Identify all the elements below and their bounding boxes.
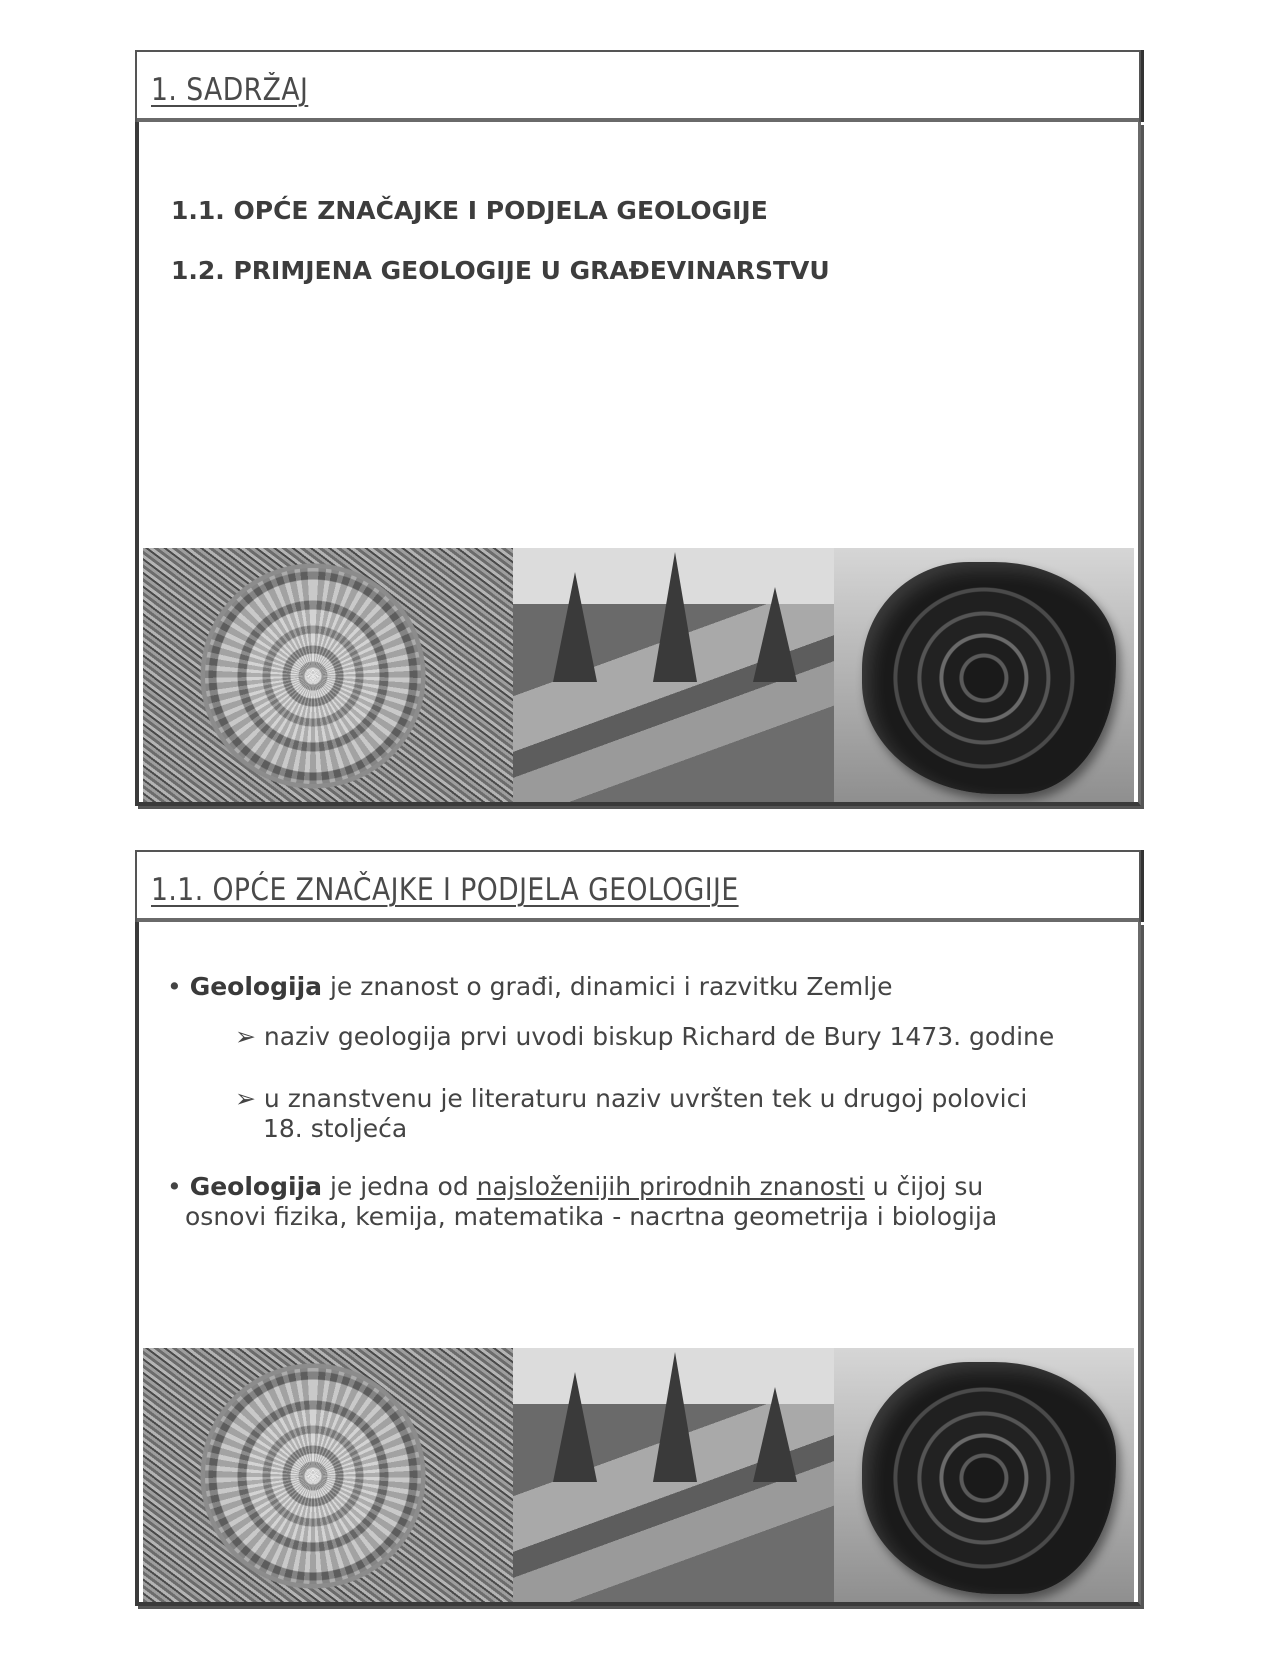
- photo-strip: [143, 1348, 1134, 1602]
- slide-body: [135, 922, 1141, 1606]
- slide-contents: [135, 50, 1141, 806]
- bullet-complexity: [167, 1172, 983, 1201]
- slide-body: [135, 122, 1141, 806]
- toc-item-1: 1.1. OPĆE ZNAČAJKE I PODJELA GEOLOGIJE: [171, 196, 768, 225]
- banded-mineral-photo: [834, 1348, 1134, 1602]
- bullet-term: Geologija: [189, 972, 323, 1001]
- toc-item-2: 1.2. PRIMJENA GEOLOGIJE U GRAĐEVINARSTVU: [171, 256, 830, 285]
- bullet-marker: •: [167, 972, 182, 1001]
- sub-bullet-literature-cont: 18. stoljeća: [263, 1114, 408, 1143]
- terraced-garden-photo: [513, 548, 835, 802]
- slide-general-features: [135, 850, 1141, 1606]
- slide-title: 1. SADRŽAJ: [151, 72, 309, 108]
- arrow-bullet-icon: ➢: [235, 1022, 256, 1051]
- banded-mineral-photo: [834, 548, 1134, 802]
- underlined-phrase: najsloženijih prirodnih znanosti: [476, 1172, 865, 1201]
- sub-bullet-origin: [235, 1022, 1054, 1051]
- bullet-text-end: u čijoj su: [864, 1172, 984, 1201]
- sub-bullet-literature: [235, 1084, 1027, 1113]
- ammonite-fossil-photo: [143, 1348, 513, 1602]
- bullet-marker: •: [167, 1172, 182, 1201]
- bullet-definition: [167, 972, 893, 1001]
- ammonite-fossil-photo: [143, 548, 513, 802]
- arrow-bullet-icon: ➢: [235, 1084, 256, 1113]
- slide-title-bar: [135, 850, 1141, 922]
- bullet-term: Geologija: [189, 1172, 323, 1201]
- bullet-text: je jedna od: [322, 1172, 477, 1201]
- slide-title-bar: [135, 50, 1141, 122]
- terraced-garden-photo: [513, 1348, 835, 1602]
- slide-title: 1.1. OPĆE ZNAČAJKE I PODJELA GEOLOGIJE: [151, 872, 739, 908]
- bullet-text: je znanost o građi, dinamici i razvitku Zemlje: [322, 972, 893, 1001]
- photo-strip: [143, 548, 1134, 802]
- bullet-complexity-cont: osnovi fizika, kemija, matematika - nacrtna geometrija i biologija: [185, 1202, 998, 1231]
- sub-bullet-text: naziv geologija prvi uvodi biskup Richard de Bury 1473. godine: [263, 1022, 1055, 1051]
- sub-bullet-text: u znanstvenu je literaturu naziv uvršten tek u drugoj polovici: [263, 1084, 1028, 1113]
